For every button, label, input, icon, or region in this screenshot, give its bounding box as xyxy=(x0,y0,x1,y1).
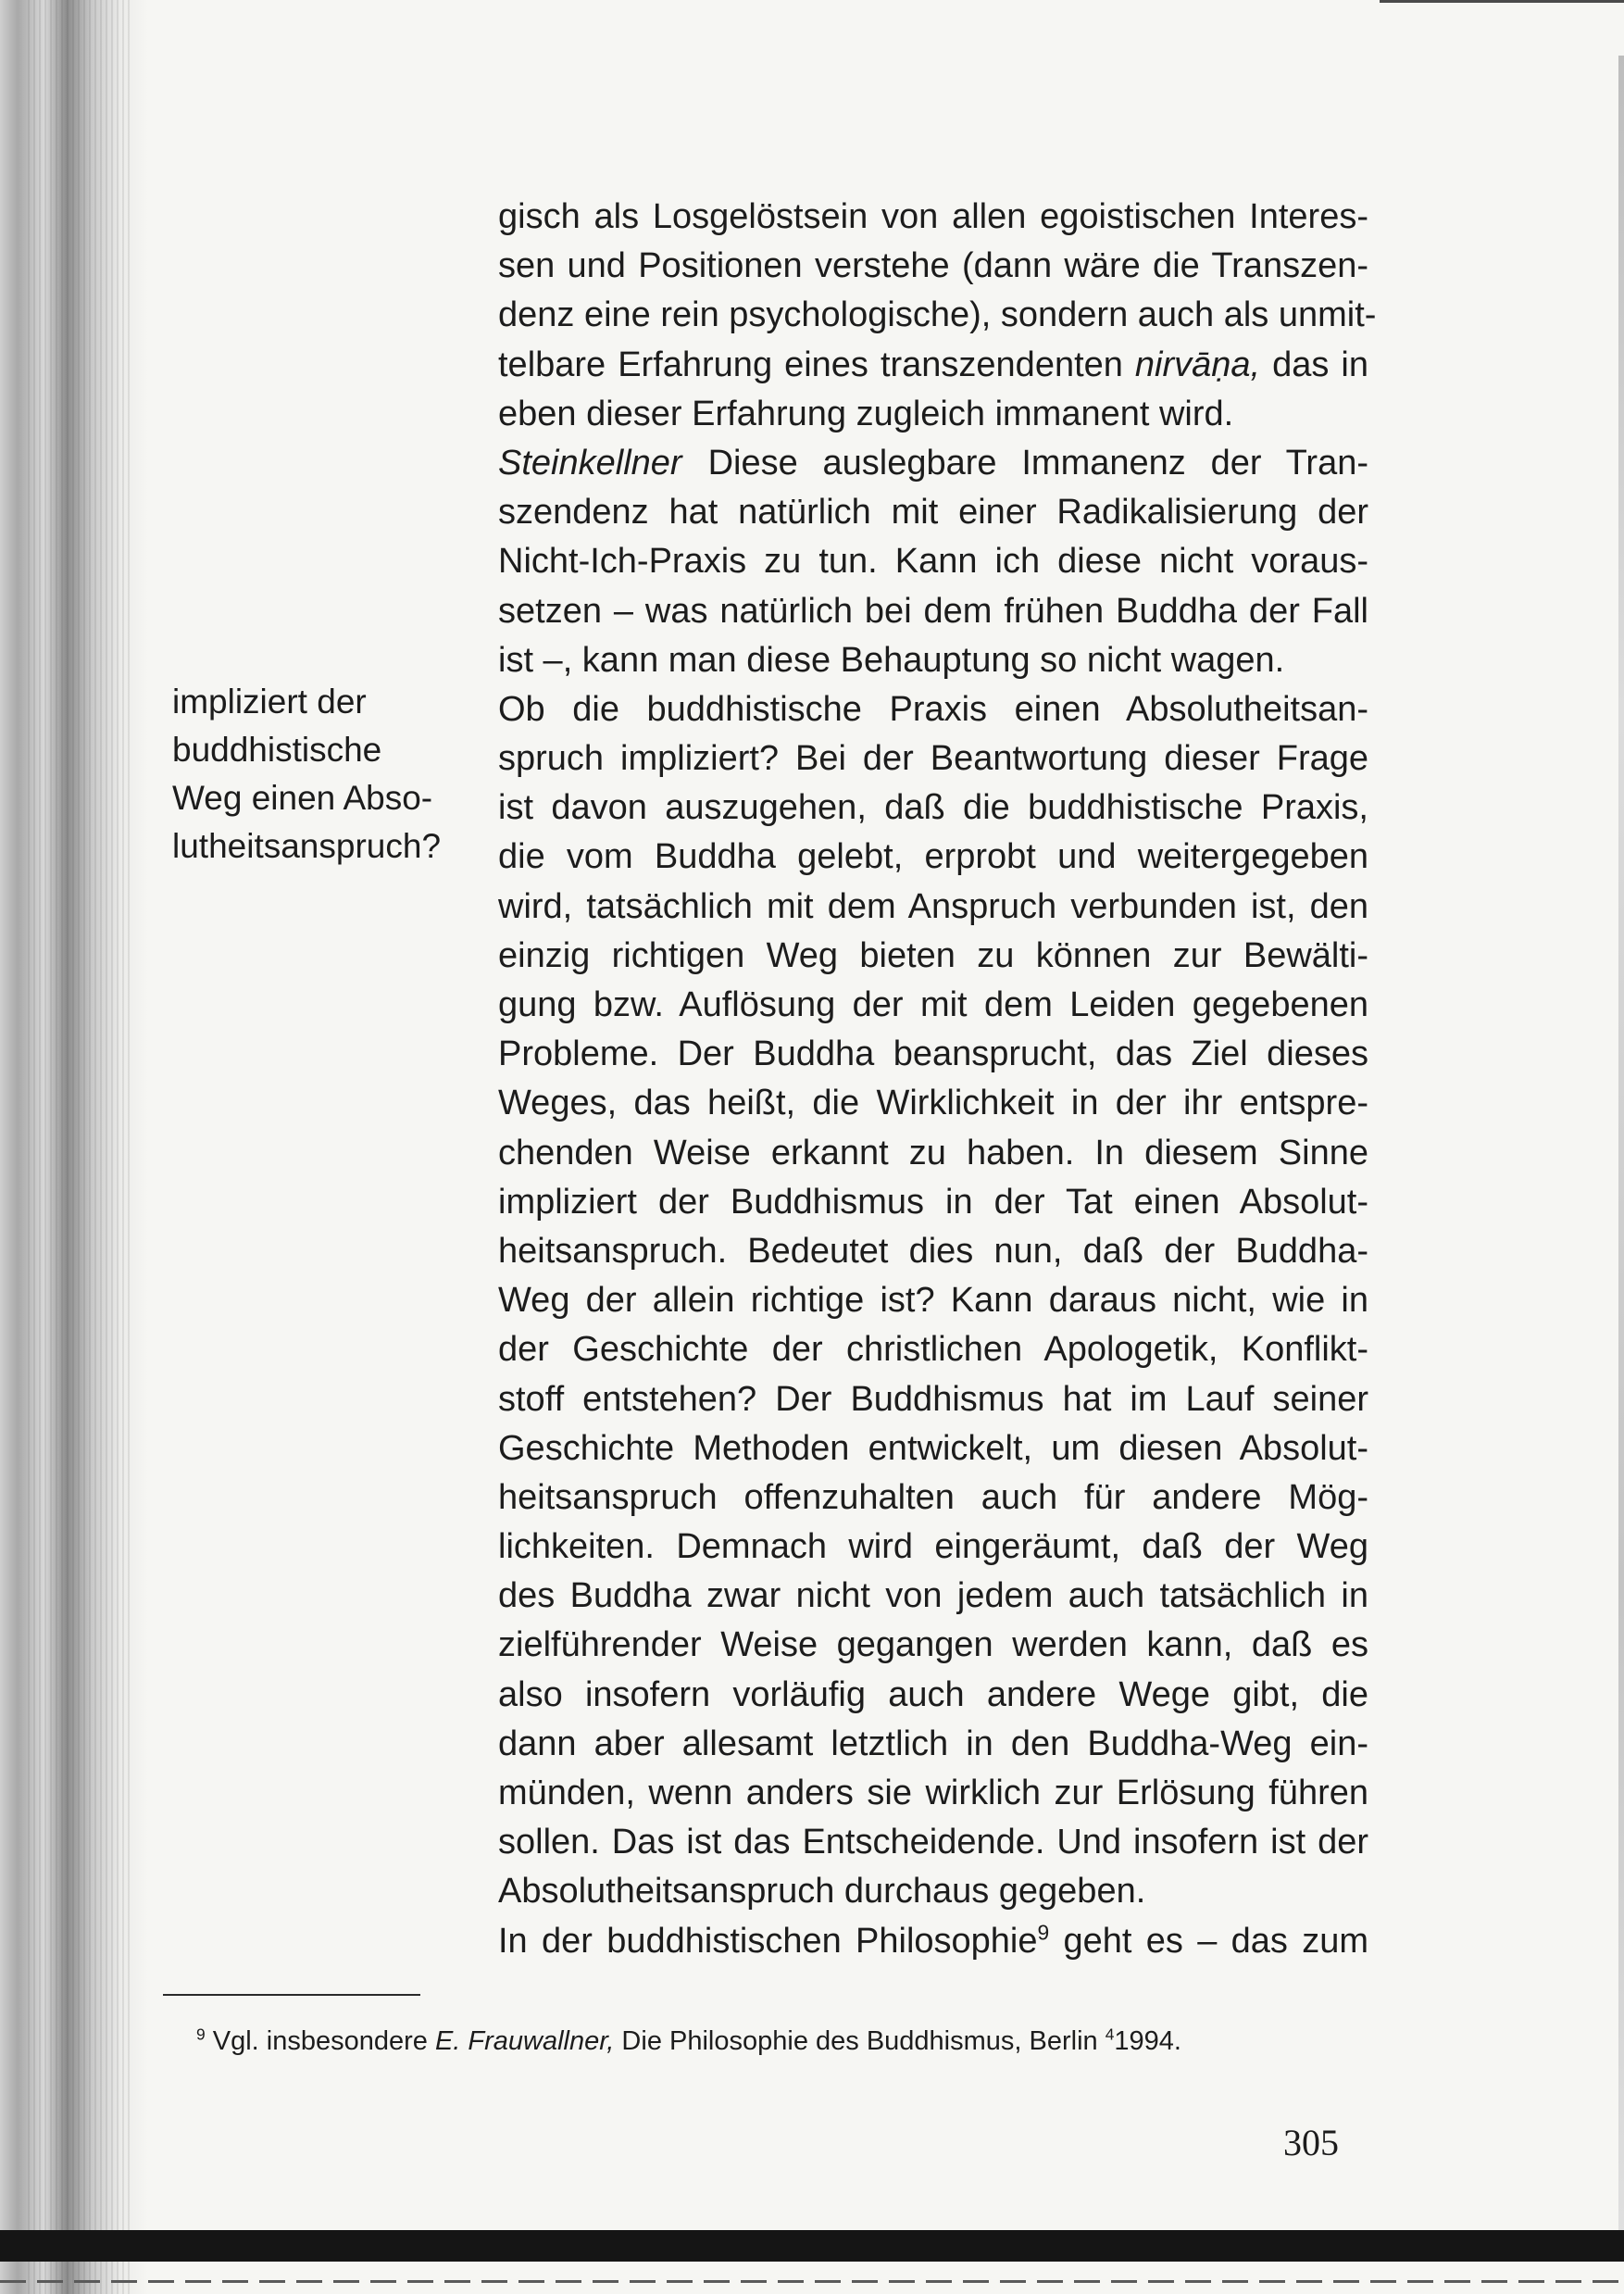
page-number: 305 xyxy=(1283,2122,1339,2163)
footnote-author: E. Frauwallner, xyxy=(434,2026,615,2056)
text-line: münden, wenn anders sie wirklich zur Erlösung führen xyxy=(498,1774,1368,1812)
text-line: setzen – was natürlich bei dem frühen Buddha der Fall xyxy=(498,591,1368,631)
margin-note-line: lutheitsanspruch? xyxy=(172,827,442,865)
binding-texture xyxy=(28,0,130,2294)
text-line: ist davon auszugehen, daß die buddhistische Praxis, xyxy=(498,788,1368,828)
text-line: chenden Weise erkannt zu haben. In diesem Sinne xyxy=(498,1133,1368,1172)
text-line xyxy=(498,341,1368,390)
text-line: denz eine rein psychologische), sondern auch als unmit- xyxy=(498,295,1377,335)
text-line: Ob die buddhistische Praxis einen Absolutheitsan- xyxy=(498,689,1368,729)
speaker-name: Steinkellner xyxy=(498,443,682,483)
term-nirvana: nirvāṇa, xyxy=(1134,345,1261,384)
text-line: also insofern vorläufig auch andere Wege gibt, die xyxy=(498,1674,1368,1714)
text-line: impliziert der Buddhismus in der Tat einen Absolut- xyxy=(498,1182,1368,1222)
text-line: der Geschichte der christlichen Apologetik, Konflikt- xyxy=(498,1330,1368,1370)
text-segment: In der buddhistischen Philosophie xyxy=(498,1921,1038,1961)
text-line: stoff entstehen? Der Buddhismus hat im Lauf seiner xyxy=(498,1379,1368,1419)
text-segment: telbare Erfahrung eines transzendenten xyxy=(498,345,1135,384)
text-line: heitsanspruch. Bedeutet dies nun, daß der Buddha- xyxy=(498,1231,1368,1271)
scan-edge-bottom xyxy=(0,2230,1624,2262)
text-line: Weg der allein richtige ist? Kann daraus nicht, wie in xyxy=(498,1281,1368,1321)
text-line: heitsanspruch offenzuhalten auch für andere Mög- xyxy=(498,1477,1368,1517)
footnote xyxy=(196,2023,1400,2060)
text-line: szendenz hat natürlich mit einer Radikalisierung der xyxy=(498,493,1368,533)
margin-note-line: impliziert der xyxy=(172,683,367,721)
text-line xyxy=(498,1917,1368,1966)
footnote-year: 1994. xyxy=(1114,2026,1181,2056)
text-line: einzig richtigen Weg bieten zu können zur Bewälti- xyxy=(498,935,1368,975)
footnote-prefix: Vgl. insbesondere xyxy=(205,2026,435,2056)
margin-note xyxy=(172,678,468,871)
text-line: eben dieser Erfahrung zugleich immanent wird. xyxy=(498,394,1234,433)
scan-edge-dashes xyxy=(0,2280,1624,2283)
text-segment: Diese auslegbare Immanenz der Tran- xyxy=(707,443,1368,483)
text-line: wird, tatsächlich mit dem Anspruch verbunden ist, den xyxy=(498,886,1368,926)
text-line: zielführender Weise gegangen werden kann, daß es xyxy=(498,1625,1368,1665)
text-segment: das in xyxy=(1260,345,1368,384)
footnote-title: Die Philosophie des Buddhismus, Berlin xyxy=(614,2026,1106,2056)
text-line: gisch als Losgelöstsein von allen egoistischen Interes- xyxy=(498,197,1368,236)
text-line: die vom Buddha gelebt, erprobt und weitergegeben xyxy=(498,837,1368,877)
margin-note-line: Weg einen Abso- xyxy=(172,779,433,817)
text-line: gung bzw. Auflösung der mit dem Leiden gegebenen xyxy=(498,985,1368,1024)
footnote-reference: 9 xyxy=(1037,1919,1050,1944)
text-line: Geschichte Methoden entwickelt, um diesen Absolut- xyxy=(498,1428,1368,1468)
text-line: Nicht-Ich-Praxis zu tun. Kann ich diese nicht voraus- xyxy=(498,542,1368,582)
text-line: sen und Positionen verstehe (dann wäre die Transzen- xyxy=(498,246,1368,286)
text-line: Weges, das heißt, die Wirklichkeit in der ihr entspre- xyxy=(498,1084,1368,1123)
text-line: Probleme. Der Buddha beansprucht, das Ziel dieses xyxy=(498,1034,1368,1074)
text-segment: geht es – das zum xyxy=(1049,1921,1368,1961)
scan-edge-right xyxy=(1618,56,1624,2241)
text-line: spruch impliziert? Bei der Beantwortung dieser Frage xyxy=(498,739,1368,779)
text-line: Absolutheitsanspruch durchaus gegeben. xyxy=(498,1872,1146,1912)
text-line xyxy=(498,439,1368,488)
footnote-edition: 4 xyxy=(1105,2024,1115,2044)
text-line: dann aber allesamt letztlich in den Buddha-Weg ein- xyxy=(498,1724,1368,1763)
footnote-divider xyxy=(163,1994,420,1996)
footnote-mark: 9 xyxy=(196,2024,206,2044)
text-line: des Buddha zwar nicht von jedem auch tatsächlich in xyxy=(498,1576,1368,1616)
text-line: lichkeiten. Demnach wird eingeräumt, daß der Weg xyxy=(498,1527,1368,1567)
margin-note-line: buddhistische xyxy=(172,731,382,769)
main-text-column xyxy=(498,193,1377,1966)
text-line: sollen. Das ist das Entscheidende. Und insofern ist der xyxy=(498,1823,1368,1862)
text-line: ist –, kann man diese Behauptung so nicht wagen. xyxy=(498,640,1285,680)
scan-edge-top xyxy=(1380,0,1624,3)
